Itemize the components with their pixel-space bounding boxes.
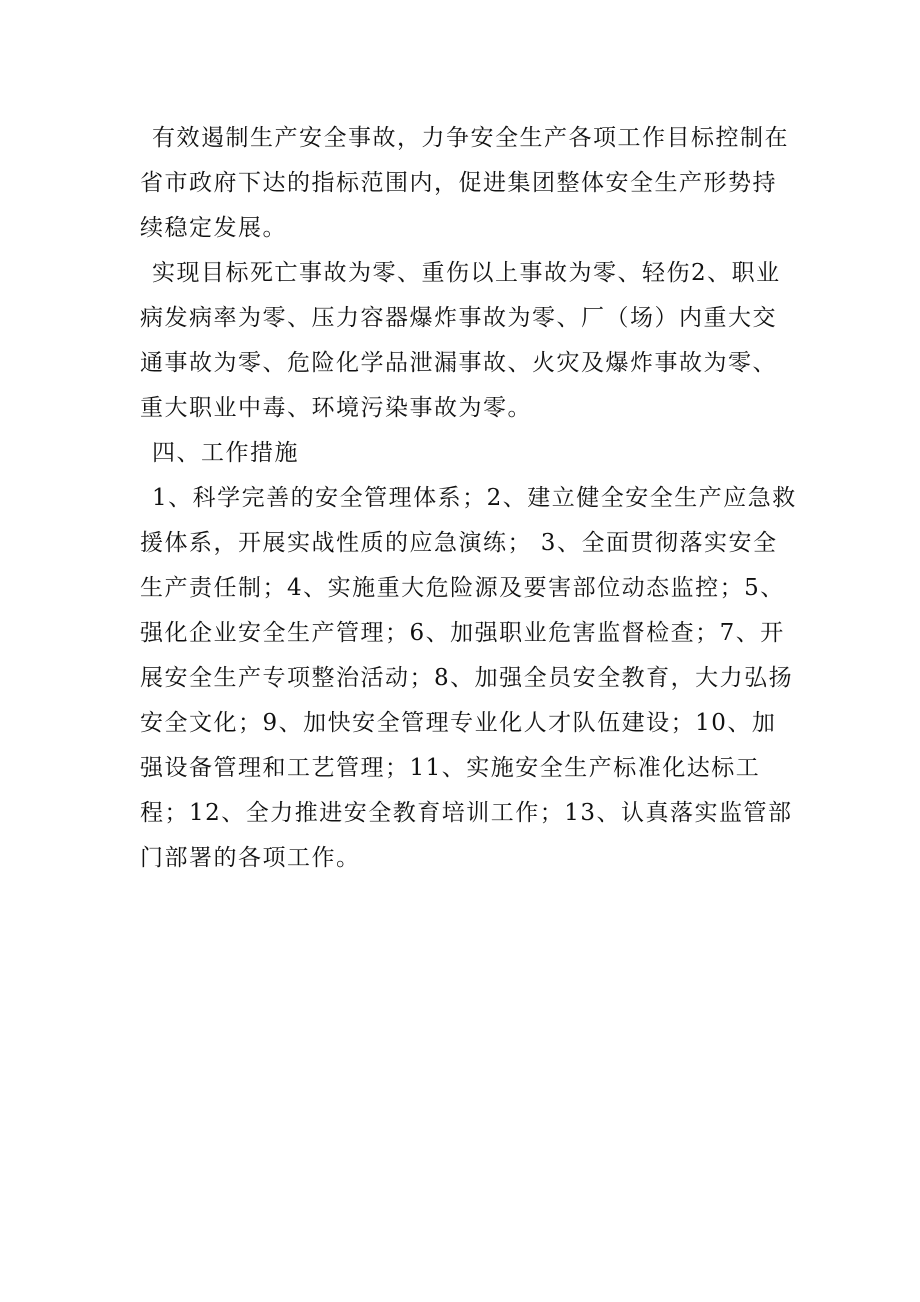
paragraph-measures-list: 1、科学完善的安全管理体系；2、建立健全安全生产应急救援体系，开展实战性质的应急演练； 3、全面贯彻落实安全生产责任制；4、实施重大危险源及要害部位动态监控；5、强化企业安全生产管理；6、加强职业危害监督检查；7、开展安全生产专项整治活动；8、加强全员安全教育，大力弘扬安全文化；9、加快安全管理专业化人才队伍建设；10、加强设备管理和工艺管理；11、实施安全生产标准化达标工程；12、全力推进安全教育培训工作；13、认真落实监管部门部署的各项工作。 [140, 485, 797, 871]
paragraph-safety-goal: 有效遏制生产安全事故，力争安全生产各项工作目标控制在省市政府下达的指标范围内，促进集团整体安全生产形势持续稳定发展。 [140, 125, 789, 241]
paragraph-targets: 实现目标死亡事故为零、重伤以上事故为零、轻伤2、职业病发病率为零、压力容器爆炸事故为零、厂（场）内重大交通事故为零、危险化学品泄漏事故、火灾及爆炸事故为零、重大职业中毒、环境污染事故为零。 [140, 260, 781, 421]
section-heading-work-measures: 四、工作措施 [152, 440, 299, 466]
document-body [140, 116, 800, 881]
